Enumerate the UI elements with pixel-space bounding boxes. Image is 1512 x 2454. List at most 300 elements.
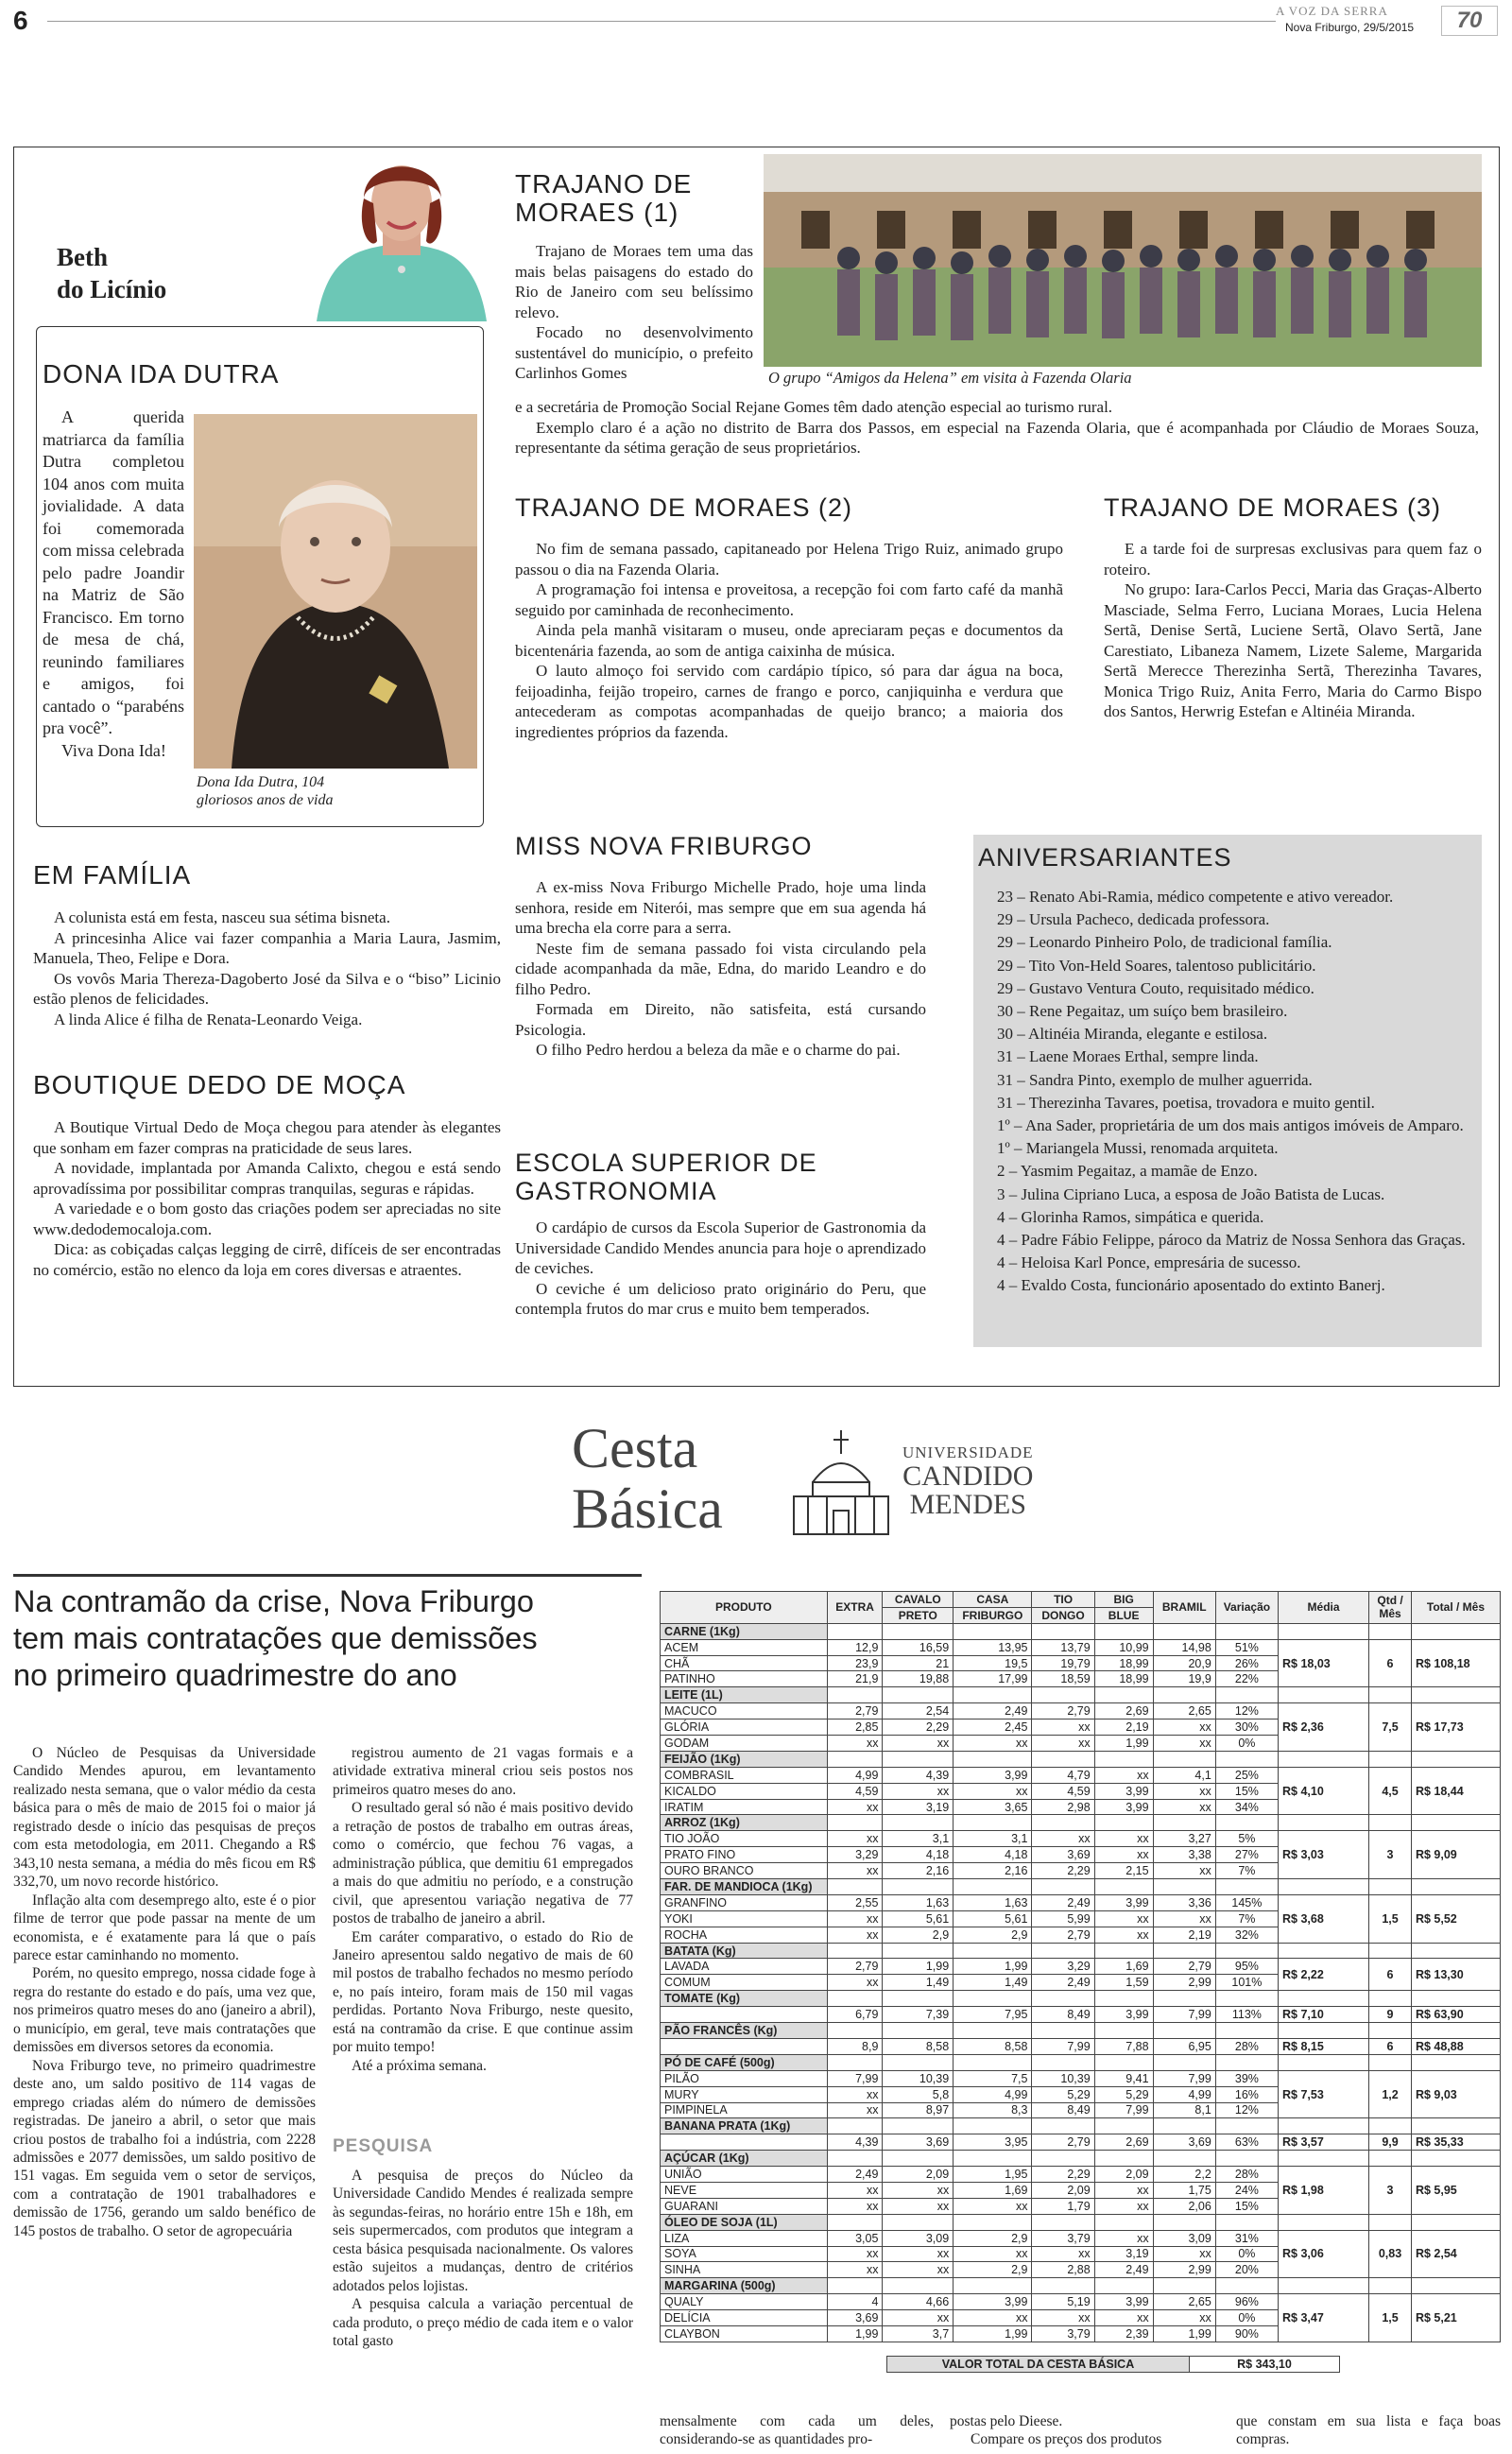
empty-cell: [883, 1879, 954, 1895]
summary-media: R$ 3,03: [1279, 1831, 1369, 1879]
price-cell: 12,9: [827, 1639, 883, 1655]
empty-cell: [1153, 1991, 1215, 2007]
price-cell: 3,79: [1032, 2230, 1094, 2246]
price-cell: 20%: [1215, 2262, 1278, 2278]
price-cell: 1,69: [1094, 1959, 1153, 1975]
empty-cell: [954, 1751, 1032, 1767]
price-cell: 3,05: [827, 2230, 883, 2246]
trajano1-title-line-2: MORAES (1): [515, 198, 679, 227]
price-table-body: [661, 1623, 1501, 2342]
empty-cell: [827, 1687, 883, 1703]
summary-qtd: 1,5: [1369, 2294, 1412, 2342]
aniversariante-item: 29 – Tito Von-Held Soares, talentoso publicitário.: [997, 956, 1316, 975]
price-cell: 2,09: [1032, 2182, 1094, 2198]
empty-cell: [1369, 1943, 1412, 1959]
empty-cell: [883, 1943, 954, 1959]
price-cell: 3,99: [1094, 1894, 1153, 1910]
price-cell: xx: [1094, 1847, 1153, 1863]
empty-cell: [1215, 2214, 1278, 2230]
empty-cell: [954, 1991, 1032, 2007]
empty-cell: [1279, 1943, 1369, 1959]
table-row: [661, 1894, 1501, 1910]
price-cell: xx: [1153, 2246, 1215, 2262]
price-cell: 2,09: [883, 2167, 954, 2183]
empty-cell: [827, 2054, 883, 2070]
boutique-paragraph-4: Dica: as cobiçadas calças legging de cirrê, difíceis de ser encontradas no comércio, estão no elenco da loja em cores diversas e atraentes.: [33, 1240, 501, 1279]
price-cell: 34%: [1215, 1799, 1278, 1815]
price-cell: xx: [1094, 2198, 1153, 2214]
category-name: BATATA (Kg): [661, 1943, 828, 1959]
logo-line-1: UNIVERSIDADE: [902, 1443, 1034, 1461]
price-cell: 3,29: [827, 1847, 883, 1863]
aniversariante-item: 30 – Rene Pegaitaz, um suíço bem brasileiro.: [997, 1002, 1288, 1021]
product-cell: OURO BRANCO: [661, 1863, 828, 1879]
empty-cell: [1094, 1943, 1153, 1959]
product-cell: PIMPINELA: [661, 2102, 828, 2118]
empty-cell: [1279, 2278, 1369, 2294]
price-cell: 10,39: [883, 2070, 954, 2086]
summary-total: R$ 2,54: [1411, 2230, 1500, 2278]
price-cell: 8,49: [1032, 2007, 1094, 2023]
aniversariante-item: 2 – Yasmim Pegaitaz, a mamãe de Enzo.: [997, 1162, 1258, 1181]
article-col2-paragraph-4: Até a próxima semana.: [352, 2057, 487, 2074]
empty-cell: [1094, 2118, 1153, 2134]
price-cell: 8,58: [954, 2038, 1032, 2054]
price-cell: 18,99: [1094, 1655, 1153, 1671]
price-cell: xx: [827, 2182, 883, 2198]
price-cell: 3,1: [883, 1831, 954, 1847]
empty-cell: [954, 2054, 1032, 2070]
empty-cell: [827, 1815, 883, 1831]
empty-cell: [1215, 1943, 1278, 1959]
price-cell: 19,79: [1032, 1655, 1094, 1671]
price-cell: 0%: [1215, 2310, 1278, 2326]
price-cell: 2,49: [1094, 2262, 1153, 2278]
empty-cell: [1094, 2214, 1153, 2230]
price-cell: 2,19: [1153, 1927, 1215, 1943]
price-cell: xx: [883, 2246, 954, 2262]
aniversariante-item: 4 – Padre Fábio Felippe, pároco da Matriz de Nossa Senhora das Graças.: [997, 1231, 1466, 1250]
summary-total: R$ 35,33: [1411, 2134, 1500, 2151]
price-cell: 1,99: [954, 2325, 1032, 2342]
article-col1-paragraph-4: Nova Friburgo teve, no primeiro quadrimestre deste ano, um saldo positivo de 114 vagas de emprego criadas além do número de demissões registradas. De janeiro a abril, o setor que mais criou postos de trabalho foi a indústria, com 2228 admissões e 2077 demissões, um saldo positivo de 151 vagas. Em seguida vem o setor de serviços, com a contratação de 1901 trabalhadores e demissão de 1756, gerando um saldo benéfico de 145 postos de trabalho. O setor de agropecuária: [13, 2057, 316, 2239]
price-cell: 2,29: [1032, 1863, 1094, 1879]
trajano1-text-b: [515, 397, 1479, 458]
empty-cell: [1094, 2278, 1153, 2294]
article-col-1: [13, 1744, 316, 2240]
empty-cell: [1153, 1623, 1215, 1639]
trajano-photo-caption: O grupo “Amigos da Helena” em visita à Fazenda Olaria: [768, 369, 1132, 387]
price-cell: xx: [954, 2310, 1032, 2326]
category-row: [661, 1943, 1501, 1959]
table-row: [661, 2007, 1501, 2023]
empty-cell: [1369, 2054, 1412, 2070]
table-row: [661, 1831, 1501, 1847]
empty-cell: [954, 1943, 1032, 1959]
price-cell: 12%: [1215, 2102, 1278, 2118]
price-cell: xx: [827, 1736, 883, 1752]
ida-photo: [194, 414, 477, 769]
miss-paragraph-4: O filho Pedro herdou a beleza da mãe e o charme do pai.: [536, 1041, 901, 1059]
empty-cell: [1153, 2151, 1215, 2167]
price-cell: 3,19: [883, 1799, 954, 1815]
price-cell: xx: [827, 2198, 883, 2214]
empty-cell: [1369, 1687, 1412, 1703]
empty-cell: [1215, 2278, 1278, 2294]
price-cell: 7,88: [1094, 2038, 1153, 2054]
aniversariante-item: 4 – Heloisa Karl Ponce, empresária de sucesso.: [997, 1253, 1301, 1272]
empty-cell: [1032, 1751, 1094, 1767]
table-row: [661, 2070, 1501, 2086]
product-cell: GRANFINO: [661, 1894, 828, 1910]
price-cell: xx: [1094, 1910, 1153, 1927]
price-cell: 7,95: [954, 2007, 1032, 2023]
empty-cell: [1215, 1751, 1278, 1767]
familia-title: EM FAMÍLIA: [33, 860, 192, 890]
price-cell: 8,1: [1153, 2102, 1215, 2118]
price-cell: 1,59: [1094, 1975, 1153, 1991]
product-cell: COMUM: [661, 1975, 828, 1991]
empty-cell: [1369, 2151, 1412, 2167]
article-col1-paragraph-3: Porém, no quesito emprego, nossa cidade foge à regra do restante do estado e do país, uma vez que, nos primeiros quatro meses do ano (janeiro a abril), o município, em geral, teve mais contratações que demissões em diversos setores da economia.: [13, 1965, 316, 2056]
total-label: VALOR TOTAL DA CESTA BÁSICA: [887, 2356, 1190, 2372]
empty-cell: [1279, 1991, 1369, 2007]
empty-cell: [1032, 1687, 1094, 1703]
empty-cell: [1411, 2151, 1500, 2167]
empty-cell: [883, 1815, 954, 1831]
empty-cell: [1411, 2278, 1500, 2294]
price-cell: 4,18: [954, 1847, 1032, 1863]
product-cell: KICALDO: [661, 1783, 828, 1799]
price-cell: 3,69: [827, 2310, 883, 2326]
empty-cell: [827, 1879, 883, 1895]
price-cell: 1,95: [954, 2167, 1032, 2183]
price-cell: 7,99: [1153, 2070, 1215, 2086]
price-cell: 2,65: [1153, 2294, 1215, 2310]
price-cell: 3,99: [1094, 1799, 1153, 1815]
price-cell: xx: [954, 2246, 1032, 2262]
summary-qtd: 0,83: [1369, 2230, 1412, 2278]
product-cell: PRATO FINO: [661, 1847, 828, 1863]
summary-media: R$ 3,06: [1279, 2230, 1369, 2278]
col-header-big: BIG: [1094, 1592, 1153, 1608]
table-row: [661, 2167, 1501, 2183]
col-header-casa-2: FRIBURGO: [954, 1607, 1032, 1623]
price-cell: 3,36: [1153, 1894, 1215, 1910]
empty-cell: [954, 1815, 1032, 1831]
price-cell: 3,99: [954, 2294, 1032, 2310]
col-header-qtd: Qtd / Mês: [1369, 1592, 1412, 1624]
empty-cell: [1153, 2214, 1215, 2230]
aniversariantes-title: ANIVERSARIANTES: [978, 843, 1232, 872]
price-cell: 3,99: [1094, 1783, 1153, 1799]
price-cell: 2,88: [1032, 2262, 1094, 2278]
price-cell: xx: [1153, 1799, 1215, 1815]
summary-total: R$ 17,73: [1411, 1703, 1500, 1752]
empty-cell: [1215, 2118, 1278, 2134]
empty-cell: [1094, 2054, 1153, 2070]
empty-cell: [1153, 2054, 1215, 2070]
boutique-paragraph-1: A Boutique Virtual Dedo de Moça chegou para atender às elegantes que sonham em fazer compras na praticidade de seus lares.: [33, 1118, 501, 1157]
category-name: ARROZ (1Kg): [661, 1815, 828, 1831]
empty-cell: [1094, 2151, 1153, 2167]
product-cell: NEVE: [661, 2182, 828, 2198]
price-cell: 24%: [1215, 2182, 1278, 2198]
empty-cell: [1369, 2118, 1412, 2134]
empty-cell: [1032, 1943, 1094, 1959]
ida-title: DONA IDA DUTRA: [43, 359, 280, 389]
price-cell: xx: [1153, 1720, 1215, 1736]
category-name: BANANA PRATA (1Kg): [661, 2118, 828, 2134]
empty-cell: [954, 2151, 1032, 2167]
empty-cell: [1279, 1879, 1369, 1895]
aniversariante-item: 29 – Ursula Pacheco, dedicada professora.: [997, 910, 1270, 929]
product-cell: [661, 2007, 828, 2023]
product-cell: CLAYBON: [661, 2325, 828, 2342]
col-header-tio-2: DONGO: [1032, 1607, 1094, 1623]
escola-paragraph-1: O cardápio de cursos da Escola Superior de Gastronomia da Universidade Candido Mendes anuncia para hoje o aprendizado de ceviches.: [515, 1218, 926, 1277]
price-cell: 2,79: [1032, 1927, 1094, 1943]
price-cell: 95%: [1215, 1959, 1278, 1975]
empty-cell: [1411, 1991, 1500, 2007]
ida-paragraph: A querida matriarca da família Dutra completou 104 anos com muita jovialidade. A data foi comemorada com missa celebrada pelo padre Joandir na Matriz de São Francisco. Em torno de mesa de chá, reunindo familiares e amigos, foi cantado o “parabéns pra você”.: [43, 407, 184, 737]
empty-cell: [1369, 2214, 1412, 2230]
empty-cell: [1215, 1623, 1278, 1639]
price-cell: xx: [1094, 2230, 1153, 2246]
price-cell: 2,69: [1094, 2134, 1153, 2151]
empty-cell: [1094, 1687, 1153, 1703]
trajano2-paragraph-1: No fim de semana passado, capitaneado por Helena Trigo Ruiz, animado grupo passou o dia na Fazenda Olaria.: [515, 540, 1063, 579]
product-cell: CHÃ: [661, 1655, 828, 1671]
price-cell: xx: [1094, 1927, 1153, 1943]
product-cell: GLÓRIA: [661, 1720, 828, 1736]
price-cell: xx: [827, 2086, 883, 2102]
trajano1-paragraph-3: Exemplo claro é a ação no distrito de Barra dos Passos, em especial na Fazenda Olaria, que é acompanhada por Cláudio de Moraes Souza, representante da sétima geração de seus proprietários.: [515, 418, 1479, 457]
price-cell: xx: [1094, 2310, 1153, 2326]
price-cell: xx: [1094, 1831, 1153, 1847]
empty-cell: [1369, 1991, 1412, 2007]
price-cell: 1,49: [883, 1975, 954, 1991]
article-bottom-c: que constam em sua lista e faça boas compras.: [1236, 2413, 1501, 2448]
aniversariante-item: 1º – Ana Sader, proprietária de um dos mais antigos imóveis de Amparo.: [997, 1116, 1464, 1135]
empty-cell: [1215, 1815, 1278, 1831]
price-cell: 4: [827, 2294, 883, 2310]
trajano1-paragraph-2b: e a secretária de Promoção Social Rejane Gomes têm dado atenção especial ao turismo rural.: [515, 398, 1113, 416]
price-cell: xx: [827, 2262, 883, 2278]
empty-cell: [1153, 2118, 1215, 2134]
price-cell: 4,99: [827, 1767, 883, 1783]
empty-cell: [1411, 1943, 1500, 1959]
price-cell: 2,16: [954, 1863, 1032, 1879]
price-cell: xx: [827, 2102, 883, 2118]
price-cell: 3,99: [954, 1767, 1032, 1783]
price-cell: 19,5: [954, 1655, 1032, 1671]
empty-cell: [1032, 2054, 1094, 2070]
price-cell: 19,88: [883, 1671, 954, 1687]
summary-qtd: 6: [1369, 1639, 1412, 1687]
empty-cell: [954, 1879, 1032, 1895]
price-cell: 8,49: [1032, 2102, 1094, 2118]
empty-cell: [827, 2214, 883, 2230]
price-cell: 5,19: [1032, 2294, 1094, 2310]
col-header-big-2: BLUE: [1094, 1607, 1153, 1623]
pesquisa-paragraph-2: A pesquisa calcula a variação percentual de cada produto, o preço médio de cada item e o valor total gasto: [333, 2296, 633, 2350]
price-cell: 51%: [1215, 1639, 1278, 1655]
empty-cell: [1411, 2054, 1500, 2070]
columnist-line-1: Beth: [57, 243, 108, 271]
price-cell: 1,99: [954, 1959, 1032, 1975]
price-cell: xx: [827, 1831, 883, 1847]
familia-text: [33, 907, 501, 1029]
price-cell: 3,99: [1094, 2294, 1153, 2310]
miss-paragraph-2: Neste fim de semana passado foi vista circulando pela cidade acompanhada da mãe, Edna, do marido Leandro e do filho Pedro.: [515, 939, 926, 998]
total-table: [886, 2356, 1340, 2373]
familia-paragraph-2: A princesinha Alice vai fazer companhia a Maria Laura, Jasmim, Manuela, Theo, Felipe e Dora.: [33, 928, 501, 967]
category-name: FAR. DE MANDIOCA (1Kg): [661, 1879, 828, 1895]
price-cell: xx: [883, 1736, 954, 1752]
category-name: CARNE (1Kg): [661, 1623, 828, 1639]
product-cell: SOYA: [661, 2246, 828, 2262]
empty-cell: [1032, 2023, 1094, 2039]
category-row: [661, 2118, 1501, 2134]
category-name: ÓLEO DE SOJA (1L): [661, 2214, 828, 2230]
price-cell: xx: [1032, 2310, 1094, 2326]
empty-cell: [954, 2118, 1032, 2134]
price-cell: 16,59: [883, 1639, 954, 1655]
header-rule: [47, 21, 1276, 22]
product-cell: [661, 2134, 828, 2151]
price-cell: 5%: [1215, 1831, 1278, 1847]
price-cell: xx: [883, 2198, 954, 2214]
price-cell: xx: [827, 1863, 883, 1879]
category-row: [661, 1623, 1501, 1639]
price-cell: 10,99: [1094, 1639, 1153, 1655]
price-cell: 22%: [1215, 1671, 1278, 1687]
empty-cell: [883, 1687, 954, 1703]
summary-qtd: 6: [1369, 2038, 1412, 2054]
category-row: [661, 1687, 1501, 1703]
empty-cell: [883, 2023, 954, 2039]
price-cell: 4,1: [1153, 1767, 1215, 1783]
empty-cell: [1032, 1623, 1094, 1639]
price-cell: 0%: [1215, 2246, 1278, 2262]
miss-paragraph-1: A ex-miss Nova Friburgo Michelle Prado, hoje uma linda senhora, reside em Niterói, mas sempre que em sua agenda há uma brecha ela corre para a serra.: [515, 878, 926, 937]
empty-cell: [1032, 2118, 1094, 2134]
price-cell: 19,9: [1153, 1671, 1215, 1687]
summary-qtd: 3: [1369, 1831, 1412, 1879]
price-cell: xx: [827, 1975, 883, 1991]
product-cell: SINHA: [661, 2262, 828, 2278]
ida-caption: [197, 773, 461, 809]
price-cell: 16%: [1215, 2086, 1278, 2102]
price-cell: 27%: [1215, 1847, 1278, 1863]
summary-media: R$ 3,68: [1279, 1894, 1369, 1943]
columnist-name: [57, 241, 166, 305]
empty-cell: [1279, 1751, 1369, 1767]
price-cell: 2,98: [1032, 1799, 1094, 1815]
university-building-icon: [775, 1426, 907, 1539]
price-cell: 23,9: [827, 1655, 883, 1671]
category-row: [661, 1991, 1501, 2007]
price-cell: 63%: [1215, 2134, 1278, 2151]
category-name: PÃO FRANCÊS (Kg): [661, 2023, 828, 2039]
article-col2-paragraph-3: Em caráter comparativo, o estado do Rio de Janeiro apresentou saldo negativo de mais de 60 mil postos de trabalho fechados no mesmo período e, no país inteiro, foram mais de 150 mil vagas perdidas. Portanto Nova Friburgo, neste quesito, está na contramão da crise. E que continue assim por muito tempo!: [333, 1928, 633, 2056]
empty-cell: [1279, 2118, 1369, 2134]
price-cell: 2,55: [827, 1894, 883, 1910]
price-cell: 4,66: [883, 2294, 954, 2310]
trajano3-paragraph-1: E a tarde foi de surpresas exclusivas para quem faz o roteiro.: [1104, 540, 1482, 579]
category-row: [661, 1815, 1501, 1831]
empty-cell: [1369, 1879, 1412, 1895]
summary-total: R$ 18,44: [1411, 1767, 1500, 1815]
empty-cell: [1411, 1879, 1500, 1895]
trajano3-text: [1104, 539, 1482, 722]
price-cell: 5,29: [1032, 2086, 1094, 2102]
price-cell: 39%: [1215, 2070, 1278, 2086]
summary-qtd: 1,5: [1369, 1894, 1412, 1943]
table-row: [661, 2230, 1501, 2246]
price-cell: 1,99: [1094, 1736, 1153, 1752]
aniversariante-item: 4 – Glorinha Ramos, simpática e querida.: [997, 1207, 1264, 1226]
price-cell: 2,16: [883, 1863, 954, 1879]
total-value: R$ 343,10: [1190, 2356, 1340, 2372]
price-cell: 1,49: [954, 1975, 1032, 1991]
product-cell: PATINHO: [661, 1671, 828, 1687]
summary-media: R$ 7,53: [1279, 2070, 1369, 2118]
pesquisa-subhead: PESQUISA: [333, 2136, 434, 2156]
category-name: FEIJÃO (1Kg): [661, 1751, 828, 1767]
empty-cell: [1153, 1815, 1215, 1831]
article-col2-paragraph-1: registrou aumento de 21 vagas formais e a atividade extrativa mineral criou seis postos nos primeiros quatro meses do ano.: [333, 1745, 633, 1798]
summary-qtd: 3: [1369, 2167, 1412, 2215]
empty-cell: [1411, 2118, 1500, 2134]
summary-media: R$ 3,47: [1279, 2294, 1369, 2342]
empty-cell: [954, 2278, 1032, 2294]
category-name: PÓ DE CAFÉ (500g): [661, 2054, 828, 2070]
escola-paragraph-2: O ceviche é um delicioso prato originário do Peru, que contempla frutos do mar crus e muito bem temperados.: [515, 1279, 926, 1318]
summary-media: R$ 18,03: [1279, 1639, 1369, 1687]
price-cell: xx: [883, 2262, 954, 2278]
product-cell: TIO JOÃO: [661, 1831, 828, 1847]
cesta-title: [572, 1418, 723, 1539]
familia-paragraph-3: Os vovôs Maria Thereza-Dagoberto José da Silva e o “biso” Licinio estão plenos de felicidades.: [33, 969, 501, 1008]
price-cell: 2,49: [827, 2167, 883, 2183]
empty-cell: [1094, 1991, 1153, 2007]
empty-cell: [1153, 2023, 1215, 2039]
miss-title: MISS NOVA FRIBURGO: [515, 832, 813, 860]
price-cell: 30%: [1215, 1720, 1278, 1736]
empty-cell: [1279, 1815, 1369, 1831]
price-cell: 2,49: [954, 1703, 1032, 1720]
price-cell: 31%: [1215, 2230, 1278, 2246]
price-cell: 14,98: [1153, 1639, 1215, 1655]
aniversariante-item: 31 – Sandra Pinto, exemplo de mulher aguerrida.: [997, 1070, 1313, 1089]
price-cell: 2,65: [1153, 1703, 1215, 1720]
price-cell: 28%: [1215, 2167, 1278, 2183]
price-cell: 21,9: [827, 1671, 883, 1687]
trajano2-title: TRAJANO DE MORAES (2): [515, 493, 853, 522]
empty-cell: [1215, 1991, 1278, 2007]
product-cell: ACEM: [661, 1639, 828, 1655]
article-top-rule: [13, 1574, 642, 1577]
price-cell: xx: [883, 2182, 954, 2198]
empty-cell: [883, 2214, 954, 2230]
empty-cell: [1153, 1687, 1215, 1703]
summary-qtd: 4,5: [1369, 1767, 1412, 1815]
price-cell: xx: [827, 1799, 883, 1815]
empty-cell: [1215, 1687, 1278, 1703]
price-cell: 2,9: [883, 1927, 954, 1943]
